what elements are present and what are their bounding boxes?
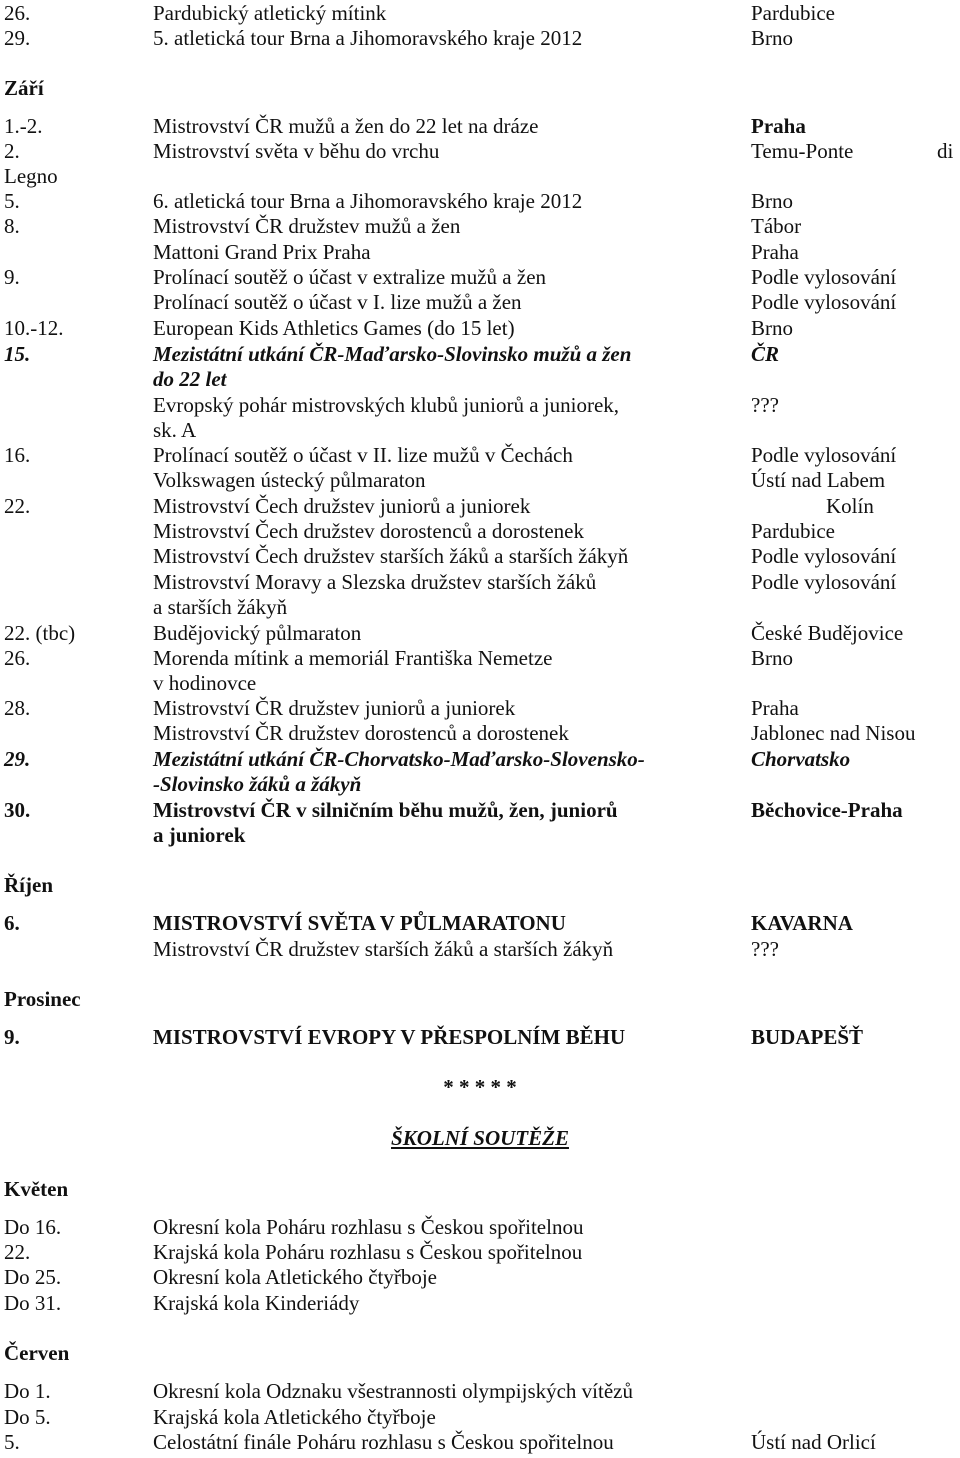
event-row-cont: [0, 670, 960, 696]
event-name: Mistrovství ČR družstev mužů a žen: [153, 214, 461, 238]
event-name: Evropský pohár mistrovských klubů juniorů a juniorek,: [153, 393, 620, 417]
event-place: Podle vylosování: [751, 544, 897, 568]
event-row: [0, 392, 960, 418]
event-name: Okresní kola Odznaku všestrannosti olympijských vítězů: [153, 1379, 633, 1403]
event-row-cont: [0, 417, 960, 443]
event-name: Prolínací soutěž o účast v II. lize mužů v Čechách: [153, 443, 573, 467]
event-date: 15.: [4, 342, 31, 366]
event-name: Mistrovství ČR v silničním běhu mužů, žen, juniorů: [153, 798, 618, 822]
event-date: 1.-2.: [4, 114, 43, 138]
event-name: Mistrovství ČR mužů a žen do 22 let na dráze: [153, 114, 539, 138]
event-row-cont: [0, 594, 960, 620]
event-name: Mistrovství světa v běhu do vrchu: [153, 139, 440, 163]
month-heading-cerven: Červen: [4, 1341, 70, 1365]
event-date: Do 16.: [4, 1215, 62, 1239]
event-date: 9.: [4, 1025, 20, 1049]
event-name: Mistrovství Čech družstev juniorů a juniorek: [153, 494, 531, 518]
event-name: Mezistátní utkání ČR-Chorvatsko-Maďarsko-Slovensko-: [153, 747, 645, 771]
event-name: Mistrovství Čech družstev starších žáků a starších žákyň: [153, 544, 629, 568]
event-row: [0, 620, 960, 646]
event-date: 30.: [4, 798, 31, 822]
event-place: Pardubice: [751, 519, 835, 543]
event-name-cont: v hodinovce: [153, 671, 257, 695]
event-row: [0, 138, 960, 164]
event-date: 28.: [4, 696, 31, 720]
event-row: [0, 289, 960, 315]
event-row: [0, 518, 960, 544]
event-date: 5.: [4, 189, 20, 213]
event-row-cont: [0, 366, 960, 392]
event-place: Brno: [751, 646, 793, 670]
event-place: Ústí nad Orlicí: [751, 1430, 876, 1454]
event-place: BUDAPEŠŤ: [751, 1025, 864, 1049]
event-name: European Kids Athletics Games (do 15 let): [153, 316, 515, 340]
event-name: MISTROVSTVÍ EVROPY V PŘESPOLNÍM BĚHU: [153, 1025, 626, 1049]
school-row: [0, 1429, 960, 1455]
event-date: Do 1.: [4, 1379, 51, 1403]
event-place: Temu-Ponte: [751, 139, 854, 163]
month-heading-zari: Září: [4, 76, 44, 100]
event-name: Mistrovství Čech družstev dorostenců a dorostenek: [153, 519, 584, 543]
event-row: [0, 910, 960, 936]
section-title-school: [0, 1125, 960, 1151]
event-name: Krajská kola Atletického čtyřboje: [153, 1405, 436, 1429]
month-heading-kveten: Květen: [4, 1177, 69, 1201]
event-name-cont: -Slovinsko žáků a žákyň: [153, 772, 362, 796]
event-row: [0, 188, 960, 214]
event-name: Volkswagen ústecký půlmaraton: [153, 468, 426, 492]
event-place: Brno: [751, 316, 793, 340]
event-name: Morenda mítink a memoriál Františka Nemetze: [153, 646, 553, 670]
event-row: [0, 467, 960, 493]
event-row: [0, 113, 960, 139]
event-row: [0, 645, 960, 671]
event-row-cont: [0, 822, 960, 848]
event-row: [0, 797, 960, 823]
month-heading-prosinec: Prosinec: [4, 987, 81, 1011]
event-name: Mattoni Grand Prix Praha: [153, 240, 371, 264]
event-name: Mistrovství ČR družstev dorostenců a dorostenek: [153, 721, 569, 745]
event-row: [0, 315, 960, 341]
event-row: [0, 0, 960, 26]
event-name: 6. atletická tour Brna a Jihomoravského kraje 2012: [153, 189, 583, 213]
event-place: Praha: [751, 240, 799, 264]
event-date: Do 5.: [4, 1405, 51, 1429]
event-name: Mistrovství ČR družstev starších žáků a starších žákyň: [153, 937, 614, 961]
event-name: Krajská kola Poháru rozhlasu s Českou spořitelnou: [153, 1240, 583, 1264]
event-row: [0, 543, 960, 569]
event-row: [0, 341, 960, 367]
event-name: Prolínací soutěž o účast v I. lize mužů a žen: [153, 290, 522, 314]
stars-divider: * * * * *: [443, 1075, 517, 1099]
event-place: Brno: [751, 189, 793, 213]
event-place: Podle vylosování: [751, 443, 897, 467]
event-place: Jablonec nad Nisou: [751, 721, 916, 745]
school-row: [0, 1290, 960, 1316]
school-row: [0, 1404, 960, 1430]
event-row: [0, 442, 960, 468]
event-date: Do 25.: [4, 1265, 62, 1289]
event-date: 2.: [4, 139, 20, 163]
event-date: 5.: [4, 1430, 20, 1454]
event-place: Brno: [751, 26, 793, 50]
event-date: 16.: [4, 443, 31, 467]
event-name-cont: sk. A: [153, 418, 197, 442]
event-place: Praha: [751, 696, 799, 720]
event-row: [0, 493, 960, 519]
event-place: ČR: [751, 342, 780, 366]
event-date: 29.: [4, 747, 31, 771]
event-name: Mezistátní utkání ČR-Maďarsko-Slovinsko mužů a žen: [153, 342, 632, 366]
event-row: [0, 239, 960, 265]
school-row: [0, 1378, 960, 1404]
event-date: 22.: [4, 1240, 31, 1264]
event-name-cont: a starších žákyň: [153, 595, 288, 619]
event-name: Okresní kola Atletického čtyřboje: [153, 1265, 438, 1289]
event-row: [0, 1024, 960, 1050]
event-place: Kolín: [826, 494, 874, 518]
event-date: 26.: [4, 1, 31, 25]
event-place: KAVARNA: [751, 911, 853, 935]
event-date: Do 31.: [4, 1291, 62, 1315]
event-date: 29.: [4, 26, 31, 50]
event-date: 8.: [4, 214, 20, 238]
school-row: [0, 1214, 960, 1240]
event-date: 9.: [4, 265, 20, 289]
event-row: [0, 936, 960, 962]
event-name: Budějovický půlmaraton: [153, 621, 362, 645]
event-name: Mistrovství ČR družstev juniorů a juniorek: [153, 696, 516, 720]
event-place: Podle vylosování: [751, 570, 897, 594]
event-place: Pardubice: [751, 1, 835, 25]
event-name: 5. atletická tour Brna a Jihomoravského kraje 2012: [153, 26, 583, 50]
event-place: Praha: [751, 114, 806, 138]
event-row: [0, 746, 960, 772]
event-date: 22.: [4, 494, 31, 518]
event-place: Chorvatsko: [751, 747, 851, 771]
event-row: [0, 720, 960, 746]
event-date: 26.: [4, 646, 31, 670]
event-place: Podle vylosování: [751, 290, 897, 314]
event-name: MISTROVSTVÍ SVĚTA V PŮLMARATONU: [153, 911, 566, 935]
event-place: ???: [751, 937, 779, 961]
event-name: Okresní kola Poháru rozhlasu s Českou spořitelnou: [153, 1215, 584, 1239]
event-place: České Budějovice: [751, 621, 904, 645]
event-row: [0, 213, 960, 239]
event-date: 6.: [4, 911, 20, 935]
event-date: 10.-12.: [4, 316, 64, 340]
event-place: Běchovice-Praha: [751, 798, 903, 822]
event-place: Ústí nad Labem: [751, 468, 886, 492]
event-row: [0, 695, 960, 721]
event-place: Podle vylosování: [751, 265, 897, 289]
event-row: [0, 569, 960, 595]
event-name: Mistrovství Moravy a Slezska družstev starších žáků: [153, 570, 597, 594]
event-place-cont: di: [937, 139, 954, 163]
event-place: Tábor: [751, 214, 802, 238]
event-row: [0, 25, 960, 51]
event-name: Prolínací soutěž o účast v extralize mužů a žen: [153, 265, 547, 289]
event-name-cont: do 22 let: [153, 367, 227, 391]
school-row: [0, 1264, 960, 1290]
event-row-cont: [0, 163, 960, 189]
event-place: ???: [751, 393, 779, 417]
event-name: Krajská kola Kinderiády: [153, 1291, 360, 1315]
month-heading-rijen: Říjen: [4, 873, 53, 897]
event-place-cont: Legno: [4, 164, 58, 188]
event-row: [0, 264, 960, 290]
school-row: [0, 1239, 960, 1265]
event-row-cont: [0, 771, 960, 797]
event-name: Celostátní finále Poháru rozhlasu s Českou spořitelnou: [153, 1430, 614, 1454]
section-title-text: ŠKOLNÍ SOUTĚŽE: [391, 1126, 569, 1150]
event-name-cont: a juniorek: [153, 823, 246, 847]
event-date: 22. (tbc): [4, 621, 76, 645]
event-name: Pardubický atletický mítink: [153, 1, 387, 25]
